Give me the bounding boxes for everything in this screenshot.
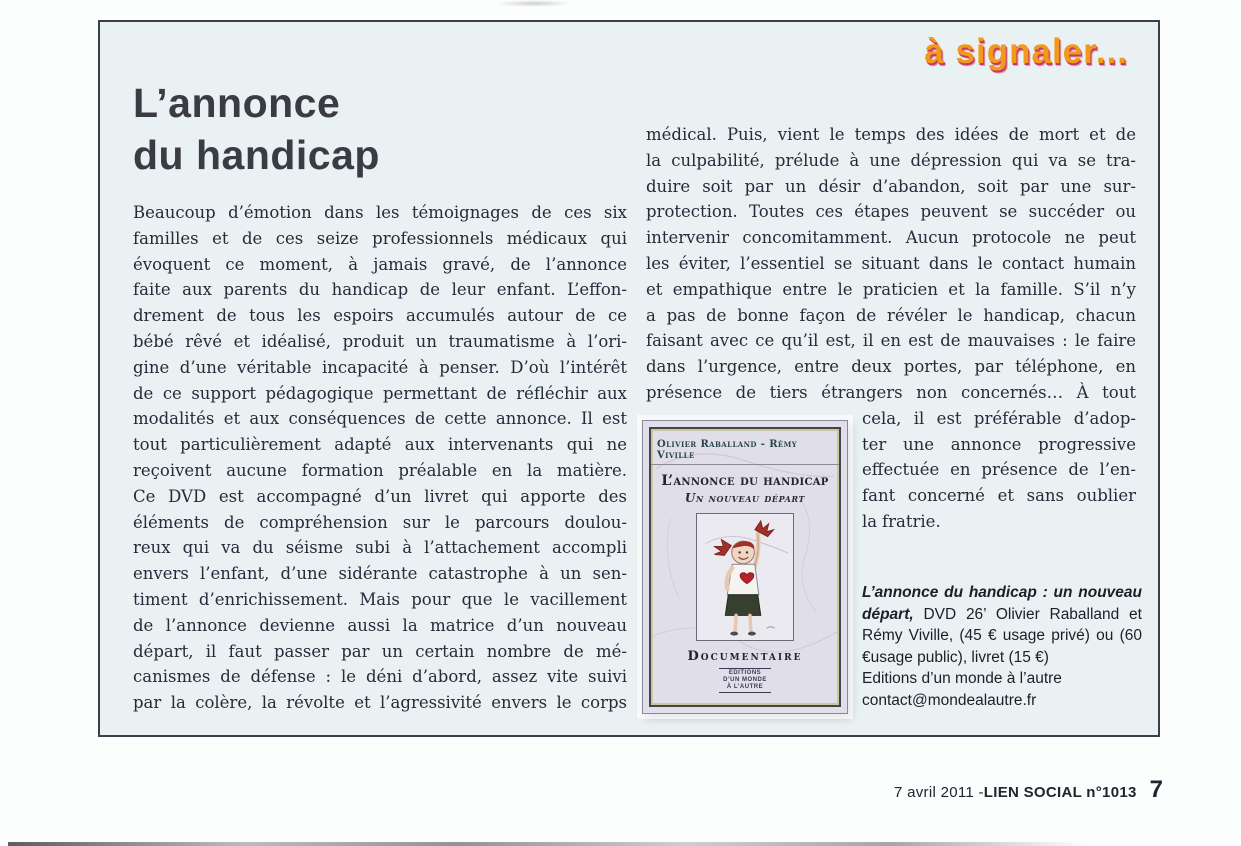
- text-line: faite aux parents du handicap de leur enfant. L’effon-: [133, 280, 627, 300]
- article-right-column-narrow: [862, 406, 1136, 535]
- text-line: canismes de défense : le déni d’abord, assez vite suivi: [133, 667, 627, 687]
- dvd-caption-contact: contact@mondealautre.fr: [862, 691, 1037, 709]
- publisher-logo-line2: D’UN MONDE: [723, 677, 767, 683]
- dvd-cover-subtitle: Un nouveau départ: [684, 491, 806, 505]
- text-line: dans l’urgence, entre deux portes, par téléphone, en: [646, 357, 1136, 377]
- publisher-logo-line1: ÉDITIONS: [728, 670, 762, 676]
- footer-magazine: LIEN SOCIAL n°1013: [983, 784, 1137, 801]
- text-line: timent d’enrichissement. Mais pour que le vacillement: [133, 589, 627, 609]
- dvd-cover: [642, 420, 848, 714]
- dvd-caption-title: L’annonce du handicap : un nouveau départ,: [862, 584, 1142, 623]
- text-line: par la colère, la révolte et l’agressivité envers le corps: [133, 693, 627, 713]
- dvd-caption-paragraph: [862, 582, 1142, 668]
- text-line: gine d’une véritable incapacité à penser. D’où l’intérêt: [133, 357, 627, 377]
- article-title-line1: L’annonce: [133, 80, 341, 126]
- text-line: faisant avec ce qu’il est, il en est de mauvaises : le faire: [646, 331, 1136, 351]
- text-line: départ, il faut passer par un certain nombre de mé-: [133, 641, 627, 661]
- article-right-column-wide: [646, 122, 1136, 406]
- text-line: intervenir concomitamment. Aucun protocole ne peut: [646, 228, 1136, 248]
- text-line: cela, il est préférable d’adop-: [862, 408, 1136, 428]
- text-line: Ce DVD est accompagné d’un livret qui apporte des: [133, 486, 627, 506]
- text-line: tout particulièrement adapté aux intervenants qui ne: [133, 435, 627, 455]
- text-line: duire soit par un désir d’abandon, soit par une sur-: [646, 176, 1136, 196]
- text-line: la fratrie.: [862, 511, 941, 531]
- dvd-caption-details: DVD 26’ Olivier Raballand et Rémy Viville, (45 € usage privé) ou (60 €usage public), livret (15 €): [862, 605, 1142, 666]
- text-line: la culpabilité, prélude à une dépression qui va se tra-: [646, 150, 1136, 170]
- article-title-line2: du handicap: [133, 132, 380, 178]
- text-line: protection. Toutes ces étapes peuvent se succéder ou: [646, 202, 1136, 222]
- text-line: de l’annonce devienne aussi la matrice d’un nouveau: [133, 615, 627, 635]
- dvd-caption-publisher: Editions d’un monde à l’autre: [862, 670, 1062, 687]
- text-line: reçoivent aucune formation préalable en la matière.: [133, 460, 627, 480]
- text-line: ter une annonce progressive: [862, 434, 1136, 454]
- text-line: médical. Puis, vient le temps des idées de mort et de: [646, 125, 1136, 144]
- section-flag: à signaler...: [924, 32, 1128, 71]
- footer-page-number: 7: [1149, 776, 1163, 803]
- dvd-cover-genre: Documentaire: [687, 649, 803, 664]
- dvd-cover-authors: Olivier Raballand - Rémy Viville: [651, 439, 839, 465]
- text-line: a pas de bonne façon de révéler le handicap, chacun: [646, 305, 1136, 325]
- dvd-cover-title: L’annonce du handicap: [661, 473, 829, 489]
- girl-illustration: [697, 514, 793, 640]
- dvd-cover-frame: [649, 427, 841, 707]
- article-title: [133, 77, 380, 181]
- text-line: et empathique entre le praticien et la famille. S’il n’y: [646, 279, 1136, 299]
- text-line: évoquent ce moment, à jamais gravé, de l’annonce: [133, 254, 627, 274]
- publisher-logo: [719, 668, 771, 693]
- scan-artifact-bottom: [8, 842, 1084, 846]
- footer-date: 7 avril 2011 -: [893, 784, 984, 801]
- text-line: de ce support pédagogique permettant de réfléchir aux: [133, 383, 627, 403]
- text-line: effectuée en présence de l’en-: [862, 460, 1136, 480]
- text-line: éléments de compréhension sur le parcours doulou-: [133, 512, 627, 532]
- text-line: bébé rêvé et idéalisé, produit un traumatisme à l’ori-: [133, 331, 627, 351]
- dvd-caption: [862, 582, 1142, 711]
- dvd-cover-illustration: [696, 513, 794, 641]
- text-line: Beaucoup d’émotion dans les témoignages de ces six: [133, 203, 627, 222]
- publisher-logo-line3: À L’AUTRE: [726, 684, 764, 690]
- text-line: modalités et aux conséquences de cette annonce. Il est: [133, 409, 627, 429]
- scan-smudge-top: [496, 0, 572, 7]
- text-line: envers l’enfant, d’une sidérante catastrophe à un sen-: [133, 564, 627, 584]
- article-left-column: [133, 200, 627, 716]
- text-line: les éviter, l’essentiel se situant dans le contact humain: [646, 253, 1136, 273]
- text-line: fant concerné et sans oublier: [862, 486, 1136, 506]
- text-line: drement de tous les espoirs accumulés autour de ce: [133, 306, 627, 326]
- page-footer: [894, 776, 1163, 804]
- text-line: reux qui va du séisme subi à l’attachement accompli: [133, 538, 627, 558]
- text-line: familles et de ces seize professionnels médicaux qui: [133, 228, 627, 248]
- text-line: présence de tiers étrangers non concernés… À tout: [646, 382, 1136, 402]
- article-panel: [98, 20, 1160, 737]
